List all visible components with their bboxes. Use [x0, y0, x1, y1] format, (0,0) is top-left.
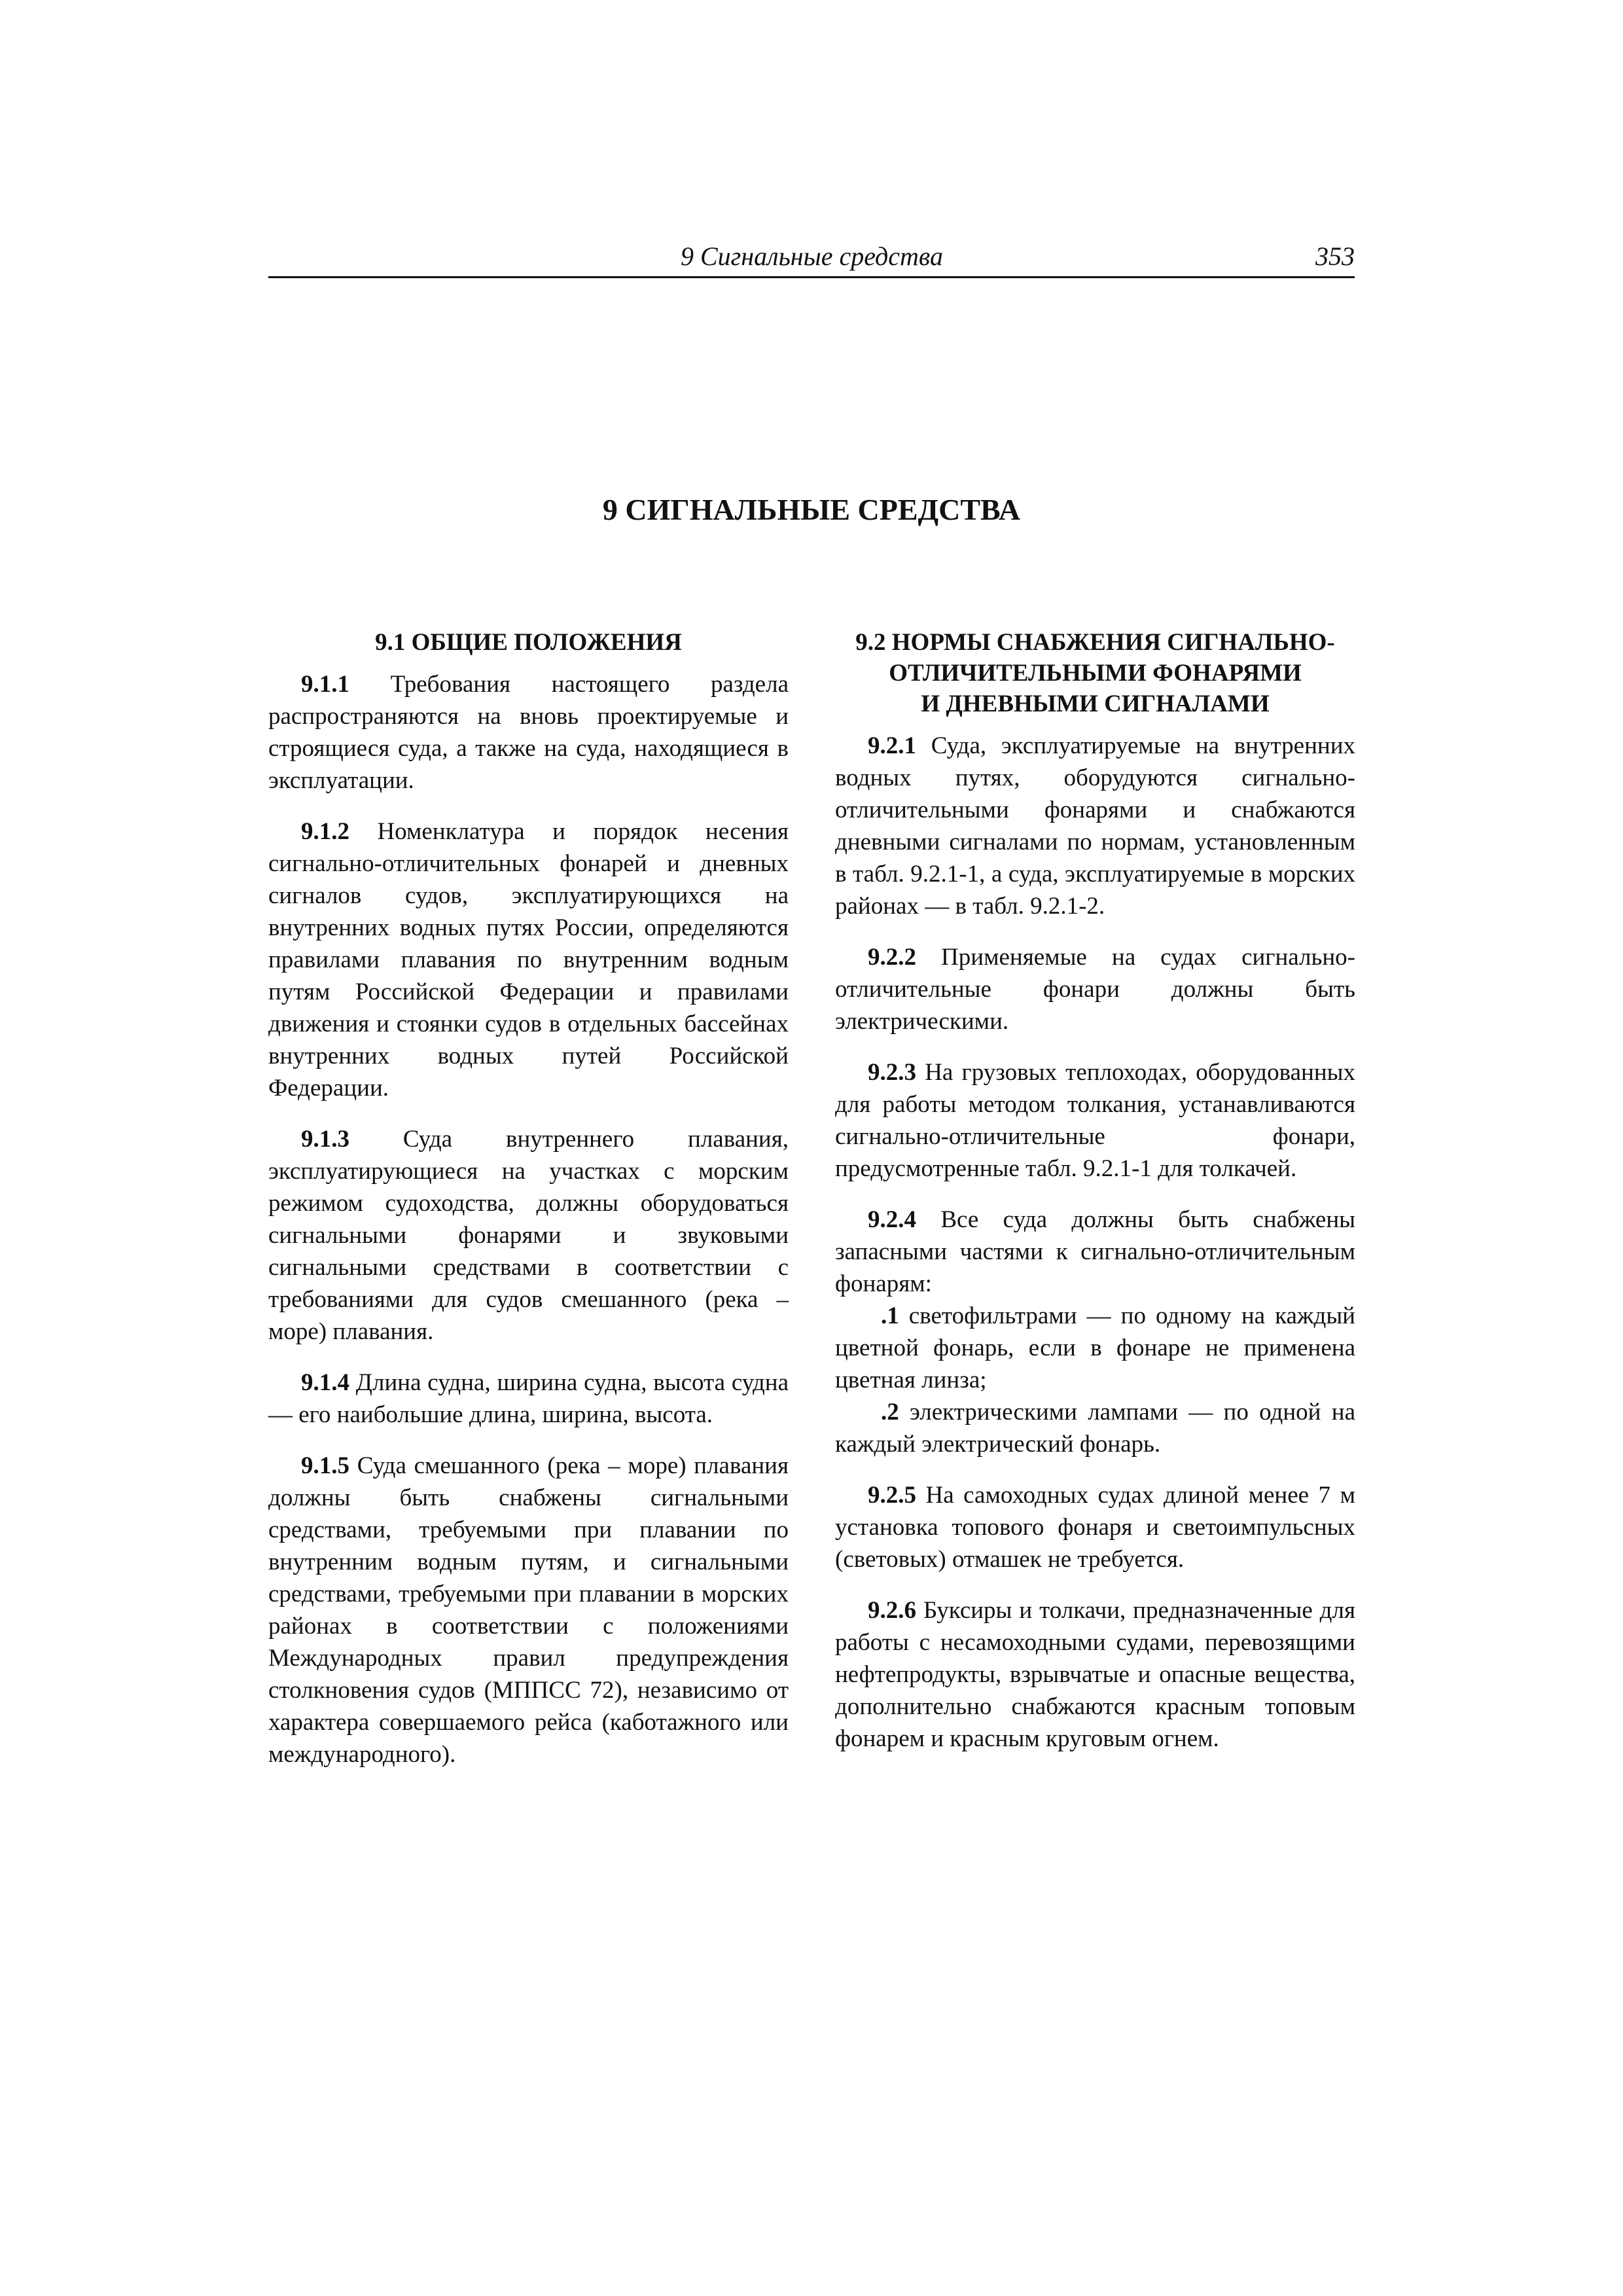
paragraph-text: Длина судна, ширина судна, высота судна — его наибольшие длина, ширина, высота. — [268, 1369, 789, 1428]
paragraph-text: Все суда должны быть снабжены запасными частями к сигнально-отличительным фонарям: — [835, 1206, 1355, 1297]
paragraph-text: Суда смешанного (река – море) плавания должны быть снабжены сигнальными средствами, требуемыми при плавании по внутренним водным путям, и сигнальными средствами, требуемыми при плавании в морских районах в соответствии с положениями Международных правил предупреждения столкновения судов (МППСС 72), независимо от характера совершаемого рейса (каботажного или международного). — [268, 1452, 789, 1768]
section-heading-9-2 — [835, 627, 1355, 719]
list-item-number: .1 — [881, 1302, 899, 1329]
paragraph-text: Требования настоящего раздела распространяются на вновь проектируемые и строящиеся суда, а также на суда, находящиеся в эксплуатации. — [268, 671, 789, 794]
paragraph-text: Номенклатура и порядок несения сигнально-отличительных фонарей и дневных сигналов судов, эксплуатирующихся на внутренних водных путях России, определяются правилами плавания по внутренним водным путям Российской Федерации и правилами движения и стоянки судов в отдельных бассейнах внутренних водных путей Российской Федерации. — [268, 818, 789, 1102]
paragraph-9-1-3 — [268, 1123, 789, 1348]
paragraph-text: На грузовых теплоходах, оборудованных для работы методом толкания, устанавливаются сигнально-отличительные фонари, предусмотренные табл. 9.2.1-1 для толкачей. — [835, 1059, 1355, 1182]
paragraph-text: На самоходных судах длиной менее 7 м установка топового фонаря и светоимпульсных (световых) отмашек не требуется. — [835, 1482, 1355, 1573]
paragraph-number: 9.1.1 — [301, 671, 349, 698]
paragraph-number: 9.2.2 — [868, 944, 916, 971]
paragraph-9-2-4 — [835, 1204, 1355, 1300]
chapter-title: 9 СИГНАЛЬНЫЕ СРЕДСТВА — [602, 493, 1021, 526]
section-heading-9-1: 9.1 ОБЩИЕ ПОЛОЖЕНИЯ — [375, 629, 682, 656]
paragraph-text: Применяемые на судах сигнально-отличительные фонари должны быть электрическими. — [835, 944, 1355, 1035]
left-column — [268, 627, 789, 1789]
paragraph-number: 9.2.6 — [868, 1597, 916, 1624]
paragraph-9-2-5 — [835, 1479, 1355, 1575]
paragraph-number: 9.1.5 — [301, 1452, 349, 1479]
paragraph-text: Суда внутреннего плавания, эксплуатирующиеся на участках с морским режимом судоходства, должны оборудоваться сигнальными фонарями и звуковыми сигнальными средствами в соответствии с требованиями для судов смешанного (река – море) плавания. — [268, 1126, 789, 1345]
paragraph-9-2-3 — [835, 1056, 1355, 1185]
paragraph-9-1-4 — [268, 1367, 789, 1431]
paragraph-number: 9.2.1 — [868, 732, 916, 759]
right-column — [835, 627, 1355, 1774]
list-item-text: электрическими лампами — по одной на каждый электрический фонарь. — [835, 1399, 1355, 1458]
heading-line: 9.2 НОРМЫ СНАБЖЕНИЯ СИГНАЛЬНО- — [855, 629, 1335, 656]
paragraph-9-2-2 — [835, 941, 1355, 1037]
list-item-2 — [835, 1396, 1355, 1460]
paragraph-number: 9.1.4 — [301, 1369, 349, 1396]
list-item-text: светофильтрами — по одному на каждый цветной фонарь, если в фонаре не применена цветная линза; — [835, 1302, 1355, 1393]
paragraph-number: 9.2.5 — [868, 1482, 916, 1509]
page-number: 353 — [1315, 242, 1355, 271]
paragraph-9-1-2 — [268, 816, 789, 1104]
paragraph-9-1-5 — [268, 1450, 789, 1770]
paragraph-9-2-1 — [835, 730, 1355, 922]
paragraph-9-2-6 — [835, 1594, 1355, 1755]
paragraph-number: 9.2.3 — [868, 1059, 916, 1086]
running-header-section: 9 Сигнальные средства — [681, 242, 943, 271]
paragraph-number: 9.2.4 — [868, 1206, 916, 1233]
paragraph-9-1-1 — [268, 668, 789, 797]
paragraph-text: Суда, эксплуатируемые на внутренних водных путях, оборудуются сигнально-отличительными фонарями и снабжаются дневными сигналами по нормам, установленным в табл. 9.2.1-1, а суда, эксплуатируемые в морских районах — в табл. 9.2.1-2. — [835, 732, 1355, 920]
running-header — [268, 236, 1355, 278]
paragraph-number: 9.1.3 — [301, 1126, 349, 1153]
heading-line: ОТЛИЧИТЕЛЬНЫМИ ФОНАРЯМИ — [889, 660, 1302, 687]
list-item-1 — [835, 1300, 1355, 1396]
paragraph-text: Буксиры и толкачи, предназначенные для работы с несамоходными судами, перевозящими нефтепродукты, взрывчатые и опасные вещества, дополнительно снабжаются красным топовым фонарем и красным круговым огнем. — [835, 1597, 1355, 1752]
paragraph-number: 9.1.2 — [301, 818, 349, 845]
heading-line: И ДНЕВНЫМИ СИГНАЛАМИ — [921, 691, 1270, 717]
list-item-number: .2 — [881, 1399, 899, 1426]
